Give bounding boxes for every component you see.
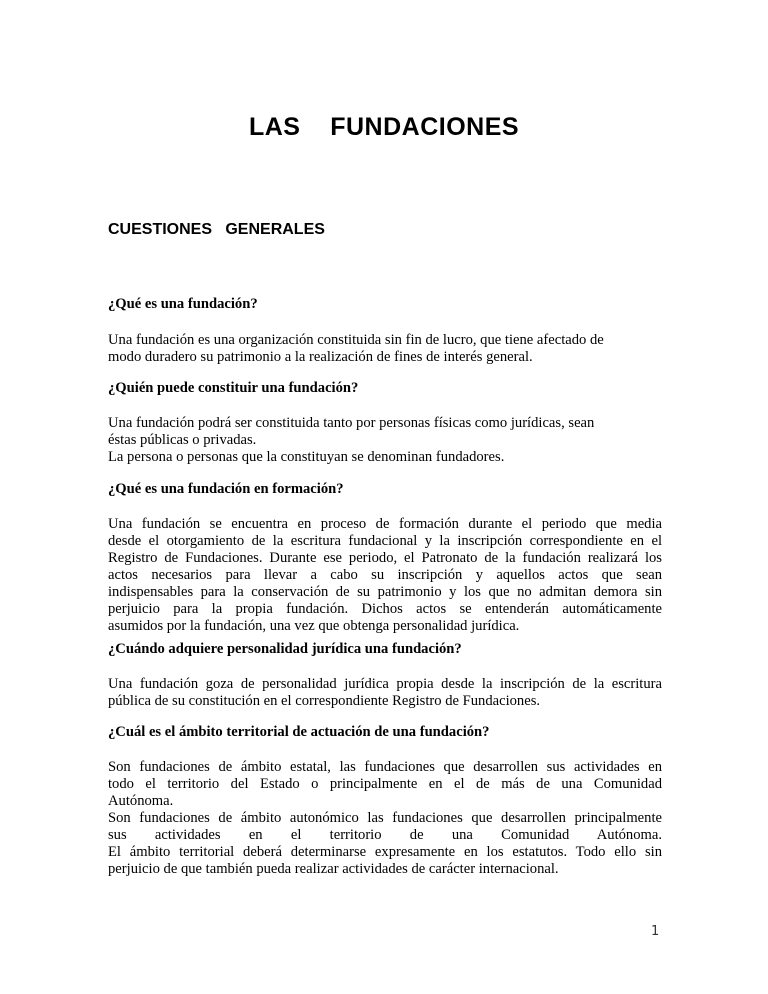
answer-line: Son fundaciones de ámbito estatal, las fundaciones que desarrollen sus actividades en — [108, 759, 662, 775]
answer-line: indispensables para la conservación de su patrimonio y los que no admitan demora sin — [108, 584, 662, 600]
page-number: 1 — [651, 924, 660, 939]
answer-line: éstas públicas o privadas. — [108, 432, 257, 448]
section-heading: CUESTIONES GENERALES — [108, 221, 325, 238]
answer-line: Son fundaciones de ámbito autonómico las fundaciones que desarrollen principalmente — [108, 810, 662, 826]
answer-line: Autónoma. — [108, 793, 174, 809]
question-heading: ¿Cuándo adquiere personalidad jurídica una fundación? — [108, 641, 462, 657]
answer-paragraph — [108, 332, 662, 366]
answer-paragraph — [108, 759, 662, 878]
document-title: LAS FUNDACIONES — [248, 113, 520, 141]
answer-paragraph — [108, 415, 662, 466]
question-heading: ¿Quién puede constituir una fundación? — [108, 380, 359, 396]
answer-line: modo duradero su patrimonio a la realización de fines de interés general. — [108, 349, 533, 365]
answer-line: Una fundación se encuentra en proceso de formación durante el periodo que media — [108, 516, 662, 532]
question-heading: ¿Qué es una fundación en formación? — [108, 481, 344, 497]
answer-line: desde el otorgamiento de la escritura fundacional y la inscripción correspondiente en el — [108, 533, 662, 549]
answer-line: pública de su constitución en el correspondiente Registro de Fundaciones. — [108, 693, 541, 709]
answer-line: Una fundación podrá ser constituida tanto por personas físicas como jurídicas, sean — [108, 415, 595, 431]
question-heading: ¿Cuál es el ámbito territorial de actuación de una fundación? — [108, 724, 490, 740]
answer-line: perjuicio para la propia fundación. Dichos actos se entenderán automáticamente — [108, 601, 662, 617]
question-heading: ¿Qué es una fundación? — [108, 296, 258, 312]
answer-line: asumidos por la fundación, una vez que obtenga personalidad jurídica. — [108, 618, 520, 634]
answer-line: Registro de Fundaciones. Durante ese periodo, el Patronato de la fundación realizará los — [108, 550, 662, 566]
answer-paragraph — [108, 676, 662, 710]
answer-line: La persona o personas que la constituyan se denominan fundadores. — [108, 449, 505, 465]
answer-line: Una fundación goza de personalidad jurídica propia desde la inscripción de la escritura — [108, 676, 662, 692]
answer-line: todo el territorio del Estado o principalmente en el de más de una Comunidad — [108, 776, 662, 792]
answer-line: sus actividades en el territorio de una Comunidad Autónoma. — [108, 827, 662, 843]
answer-line: actos necesarios para llevar a cabo su inscripción y aquellos actos que sean — [108, 567, 662, 583]
answer-line: perjuicio de que también pueda realizar actividades de carácter internacional. — [108, 861, 559, 877]
answer-paragraph — [108, 516, 662, 635]
answer-line: El ámbito territorial deberá determinarse expresamente en los estatutos. Todo ello sin — [108, 844, 662, 860]
answer-line: Una fundación es una organización constituida sin fin de lucro, que tiene afectado de — [108, 332, 604, 348]
